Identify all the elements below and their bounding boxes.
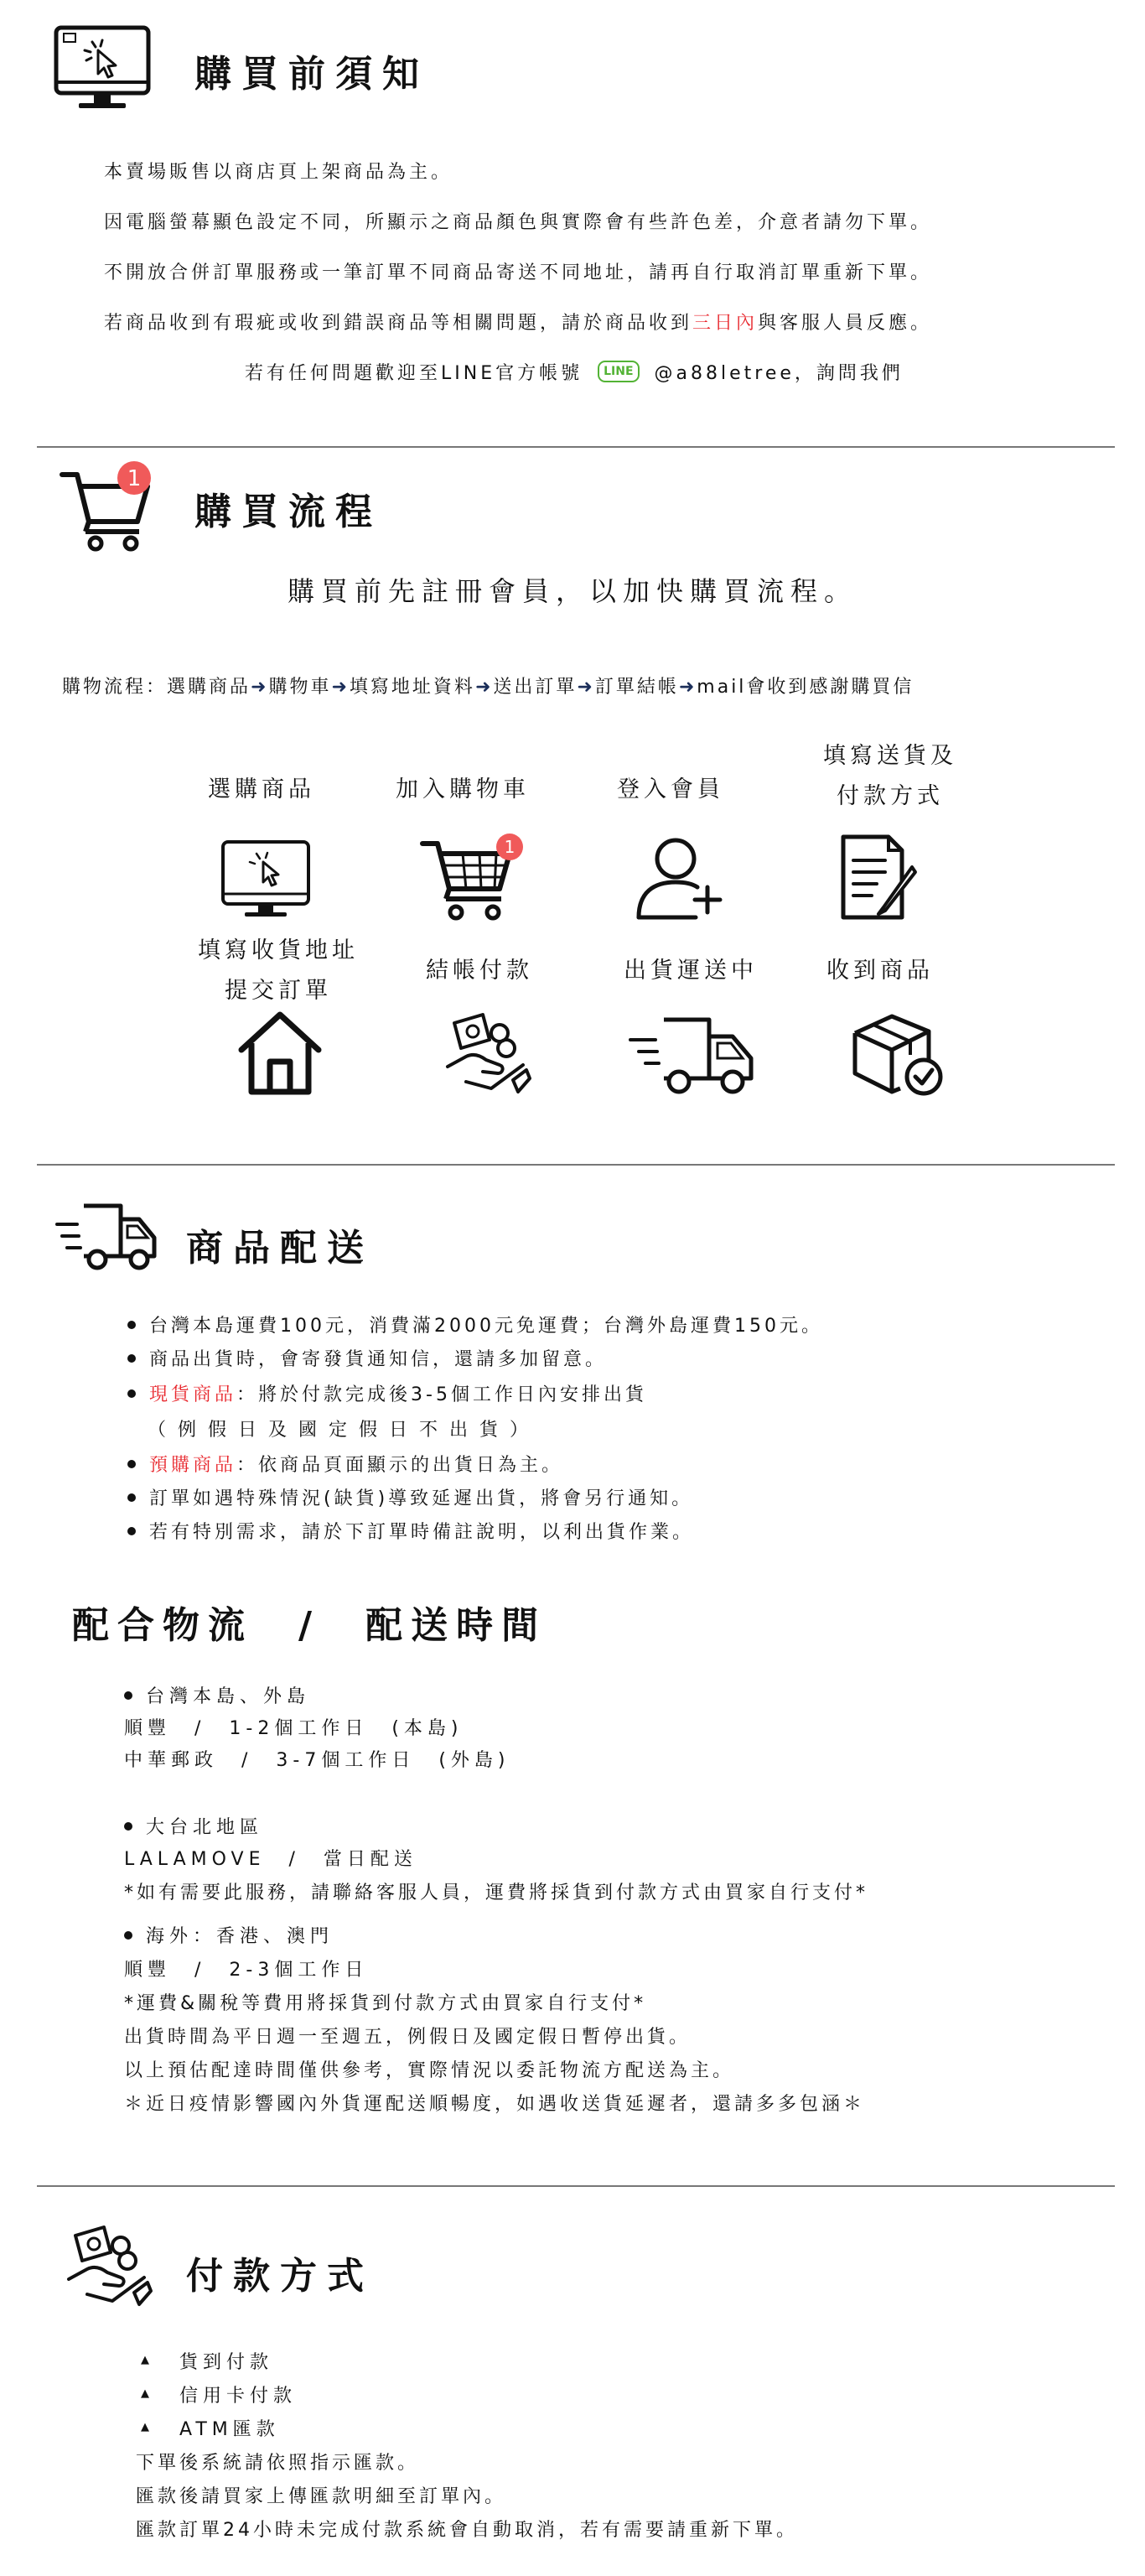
- logistics-group-1-head: 台灣本島、外島: [124, 1682, 310, 1708]
- step-shipping-label: 出貨運送中: [624, 958, 758, 984]
- delivery-item-4: 預購商品：依商品頁面顯示的出貨日為主。: [127, 1451, 563, 1477]
- delivery-truck-icon: [54, 1201, 163, 1273]
- payment-method-card: ▲ 信用卡付款: [141, 2386, 298, 2407]
- delivery-truck-icon: [627, 1015, 761, 1097]
- logistics-title: 配合物流 / 配送時間: [72, 1604, 547, 1647]
- line-account-id[interactable]: @a88letree，詢問我們: [654, 363, 904, 384]
- step-add-cart-label: 加入購物車: [396, 776, 530, 802]
- divider: [37, 446, 1115, 448]
- delivery-item-3-note: （例假日及國定假日不出貨）: [148, 1420, 541, 1441]
- contact-line: 若有任何問題歡迎至LINE官方帳號 LINE @a88letree，詢問我們: [245, 359, 904, 385]
- logistics-group-3-line-5: ＊近日疫情影響國內外貨運配送順暢度，如遇收送貨延遲者，還請多多包涵＊: [124, 2094, 866, 2115]
- payment-note-2: 匯款後請買家上傳匯款明細至訂單內。: [136, 2486, 507, 2507]
- step-pay-label: 結帳付款: [426, 958, 533, 984]
- delivery-item-6: 若有特別需求，請於下訂單時備註說明，以利出貨作業。: [127, 1518, 694, 1544]
- logistics-group-3-head: 海外：香港、澳門: [124, 1922, 334, 1948]
- process-subtitle: 購買前先註冊會員，以加快購買流程。: [287, 575, 857, 607]
- logistics-group-3-line-4: 以上預估配達時間僅供參考，實際情況以委託物流方配送為主。: [124, 2060, 735, 2081]
- house-icon: [238, 1011, 322, 1095]
- delivery-item-3: 現貨商品：將於付款完成後3-5個工作日內安排出貨: [127, 1380, 647, 1406]
- step-browse-label: 選購商品: [208, 776, 315, 802]
- delivery-item-2: 商品出貨時，會寄發貨通知信，還請多加留意。: [127, 1345, 607, 1371]
- step-shipping-info-label: 填寫送貨及 付款方式: [823, 743, 957, 809]
- shopping-cart-icon: [57, 460, 158, 552]
- step-address-label: 填寫收貨地址 提交訂單: [198, 937, 359, 1004]
- computer-click-icon: [220, 839, 312, 919]
- in-stock-highlight: 現貨商品: [149, 1384, 237, 1405]
- delivery-item-1: 台灣本島運費100元，消費滿2000元免運費；台灣外島運費150元。: [127, 1311, 823, 1337]
- delivery-item-5: 訂單如遇特殊情況(缺貨)導致延遲出貨，將會另行通知。: [127, 1484, 693, 1510]
- logistics-group-3-line-3: 出貨時間為平日週一至週五，例假日及國定假日暫停出貨。: [124, 2027, 692, 2048]
- package-check-icon: [850, 1010, 947, 1098]
- svg-text:1: 1: [504, 837, 516, 857]
- flow-line: 購物流程：選購商品➜購物車➜填寫地址資料➜送出訂單➜訂單結帳➜mail會收到感謝購買信: [62, 677, 914, 698]
- notice-line-2: 因電腦螢幕顯色設定不同，所顯示之商品顏色與實際會有些許色差，介意者請勿下單。: [104, 212, 933, 233]
- logistics-group-1-line-1: 順豐 / 1-2個工作日 (本島): [124, 1718, 464, 1739]
- notice-line-4: 若商品收到有瑕疵或收到錯誤商品等相關問題，請於商品收到三日內與客服人員反應。: [104, 313, 933, 334]
- logistics-group-3-line-2: *運費&關稅等費用將採貨到付款方式由買家自行支付*: [124, 1993, 647, 2014]
- logistics-group-2-line-2: *如有需要此服務，請聯絡客服人員，運費將採貨到付款方式由買家自行支付*: [124, 1883, 869, 1903]
- cart-badge-icon: [419, 834, 528, 922]
- add-user-icon: [634, 834, 726, 922]
- form-pen-icon: [838, 834, 919, 922]
- three-days-highlight: 三日內: [692, 313, 759, 334]
- logistics-group-1-line-2: 中華郵政 / 3-7個工作日 (外島): [124, 1750, 510, 1771]
- delivery-title: 商品配送: [186, 1227, 374, 1270]
- step-login-label: 登入會員: [617, 776, 724, 802]
- payment-method-cod: ▲ 貨到付款: [141, 2352, 274, 2373]
- step-received-label: 收到商品: [826, 958, 934, 984]
- divider: [37, 2185, 1115, 2187]
- hand-coins-icon: [441, 1011, 533, 1095]
- payment-note-1: 下單後系統請依照指示匯款。: [136, 2453, 420, 2474]
- process-title: 購買流程: [194, 491, 382, 533]
- preorder-highlight: 預購商品: [149, 1455, 237, 1476]
- svg-text:1: 1: [127, 466, 142, 491]
- divider: [37, 1164, 1115, 1166]
- payment-note-3: 匯款訂單24小時未完成付款系統會自動取消，若有需要請重新下單。: [136, 2520, 798, 2541]
- line-logo-icon[interactable]: LINE: [598, 361, 639, 382]
- notice-line-3: 不開放合併訂單服務或一筆訂單不同商品寄送不同地址，請再自行取消訂單重新下單。: [104, 262, 933, 283]
- notice-title: 購買前須知: [194, 53, 429, 96]
- hand-coins-icon: [62, 2224, 154, 2308]
- payment-title: 付款方式: [186, 2255, 374, 2298]
- logistics-group-3-line-1: 順豐 / 2-3個工作日: [124, 1960, 369, 1981]
- payment-method-atm: ▲ ATM匯款: [141, 2419, 280, 2440]
- computer-click-icon: [52, 23, 153, 111]
- notice-line-1: 本賣場販售以商店頁上架商品為主。: [104, 162, 453, 183]
- logistics-group-2-head: 大台北地區: [124, 1813, 263, 1839]
- logistics-group-2-line-1: LALAMOVE / 當日配送: [124, 1849, 417, 1870]
